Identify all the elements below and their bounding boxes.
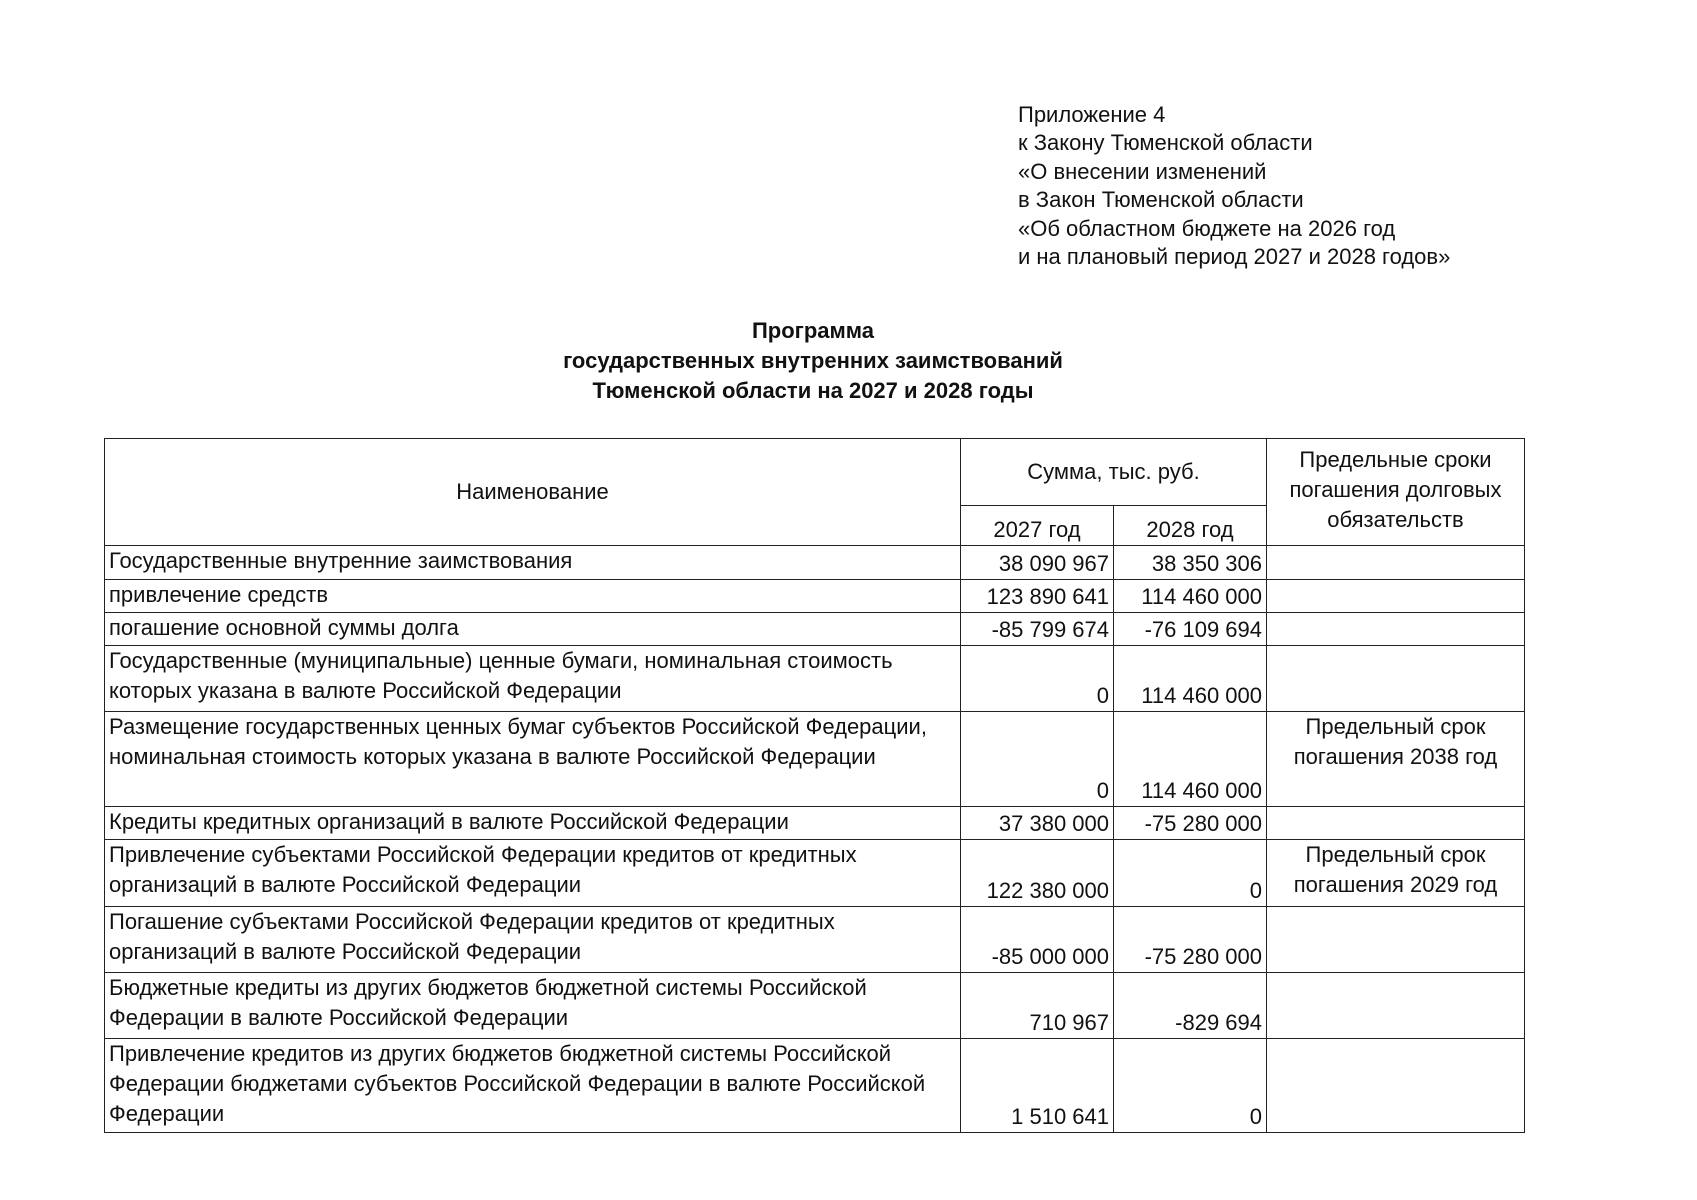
row-name: Бюджетные кредиты из других бюджетов бюджетной системы Российской Федерации в валюте Российской Федерации <box>105 973 961 1039</box>
appendix-line: «О внесении изменений <box>1018 158 1267 184</box>
table-row <box>105 712 1525 807</box>
row-limit <box>1267 646 1525 712</box>
row-limit <box>1267 546 1525 580</box>
row-value-2027: 1 510 641 <box>961 1039 1114 1133</box>
table-row <box>105 546 1525 580</box>
row-value-2027: 123 890 641 <box>961 580 1114 613</box>
row-name: Государственные (муниципальные) ценные бумаги, номинальная стоимость которых указана в валюте Российской Федерации <box>105 646 961 712</box>
row-limit <box>1267 613 1525 646</box>
row-name: Размещение государственных ценных бумаг субъектов Российской Федерации, номинальная стоимость которых указана в валюте Российской Федерации <box>105 712 961 807</box>
row-value-2027: -85 000 000 <box>961 907 1114 973</box>
header-sum: Сумма, тыс. руб. <box>961 439 1267 506</box>
table-row <box>105 807 1525 840</box>
row-value-2028: -829 694 <box>1114 973 1267 1039</box>
row-value-2028: 38 350 306 <box>1114 546 1267 580</box>
row-limit <box>1267 907 1525 973</box>
row-limit: Предельный срок погашения 2029 год <box>1267 840 1525 907</box>
row-limit <box>1267 807 1525 840</box>
title-line: государственных внутренних заимствований <box>563 348 1063 373</box>
row-name: погашение основной суммы долга <box>105 613 961 646</box>
appendix-block <box>1018 101 1450 271</box>
row-value-2028: 0 <box>1114 840 1267 907</box>
row-value-2028: 114 460 000 <box>1114 580 1267 613</box>
row-value-2027: -85 799 674 <box>961 613 1114 646</box>
table-row <box>105 973 1525 1039</box>
row-value-2028: -75 280 000 <box>1114 807 1267 840</box>
header-name: Наименование <box>105 439 961 546</box>
row-name: привлечение средств <box>105 580 961 613</box>
appendix-line: Приложение 4 <box>1018 102 1166 127</box>
row-value-2028: -75 280 000 <box>1114 907 1267 973</box>
table-row <box>105 1039 1525 1133</box>
appendix-line: в Закон Тюменской области <box>1018 187 1304 213</box>
header-limit: Предельные сроки погашения долговых обязательств <box>1267 439 1525 546</box>
row-name: Привлечение субъектами Российской Федерации кредитов от кредитных организаций в валюте Российской Федерации <box>105 840 961 907</box>
row-limit <box>1267 973 1525 1039</box>
table-row <box>105 580 1525 613</box>
borrowing-program-table <box>104 438 1525 1133</box>
row-value-2028: 114 460 000 <box>1114 646 1267 712</box>
row-limit <box>1267 1039 1525 1133</box>
row-value-2027: 710 967 <box>961 973 1114 1039</box>
row-limit <box>1267 580 1525 613</box>
title-line: Тюменской области на 2027 и 2028 годы <box>592 378 1034 403</box>
row-value-2027: 122 380 000 <box>961 840 1114 907</box>
row-value-2028: 114 460 000 <box>1114 712 1267 807</box>
row-value-2027: 38 090 967 <box>961 546 1114 580</box>
row-limit: Предельный срок погашения 2038 год <box>1267 712 1525 807</box>
header-year-2027: 2027 год <box>961 506 1114 546</box>
row-value-2027: 0 <box>961 646 1114 712</box>
row-value-2027: 0 <box>961 712 1114 807</box>
appendix-line: к Закону Тюменской области <box>1018 130 1313 156</box>
table-row <box>105 840 1525 907</box>
row-value-2027: 37 380 000 <box>961 807 1114 840</box>
row-name: Государственные внутренние заимствования <box>105 546 961 580</box>
row-value-2028: 0 <box>1114 1039 1267 1133</box>
title-line: Программа <box>751 318 875 343</box>
row-name: Кредиты кредитных организаций в валюте Российской Федерации <box>105 807 961 840</box>
table-row <box>105 613 1525 646</box>
table-row <box>105 646 1525 712</box>
row-name: Погашение субъектами Российской Федерации кредитов от кредитных организаций в валюте Российской Федерации <box>105 907 961 973</box>
appendix-line: «Об областном бюджете на 2026 год <box>1018 215 1396 241</box>
table-row <box>105 907 1525 973</box>
row-name: Привлечение кредитов из других бюджетов бюджетной системы Российской Федерации бюджетами субъектов Российской Федерации в валюте Российской Федерации <box>105 1039 961 1133</box>
header-year-2028: 2028 год <box>1114 506 1267 546</box>
appendix-line: и на плановый период 2027 и 2028 годов» <box>1018 243 1451 269</box>
row-value-2028: -76 109 694 <box>1114 613 1267 646</box>
document-title <box>440 316 1186 406</box>
